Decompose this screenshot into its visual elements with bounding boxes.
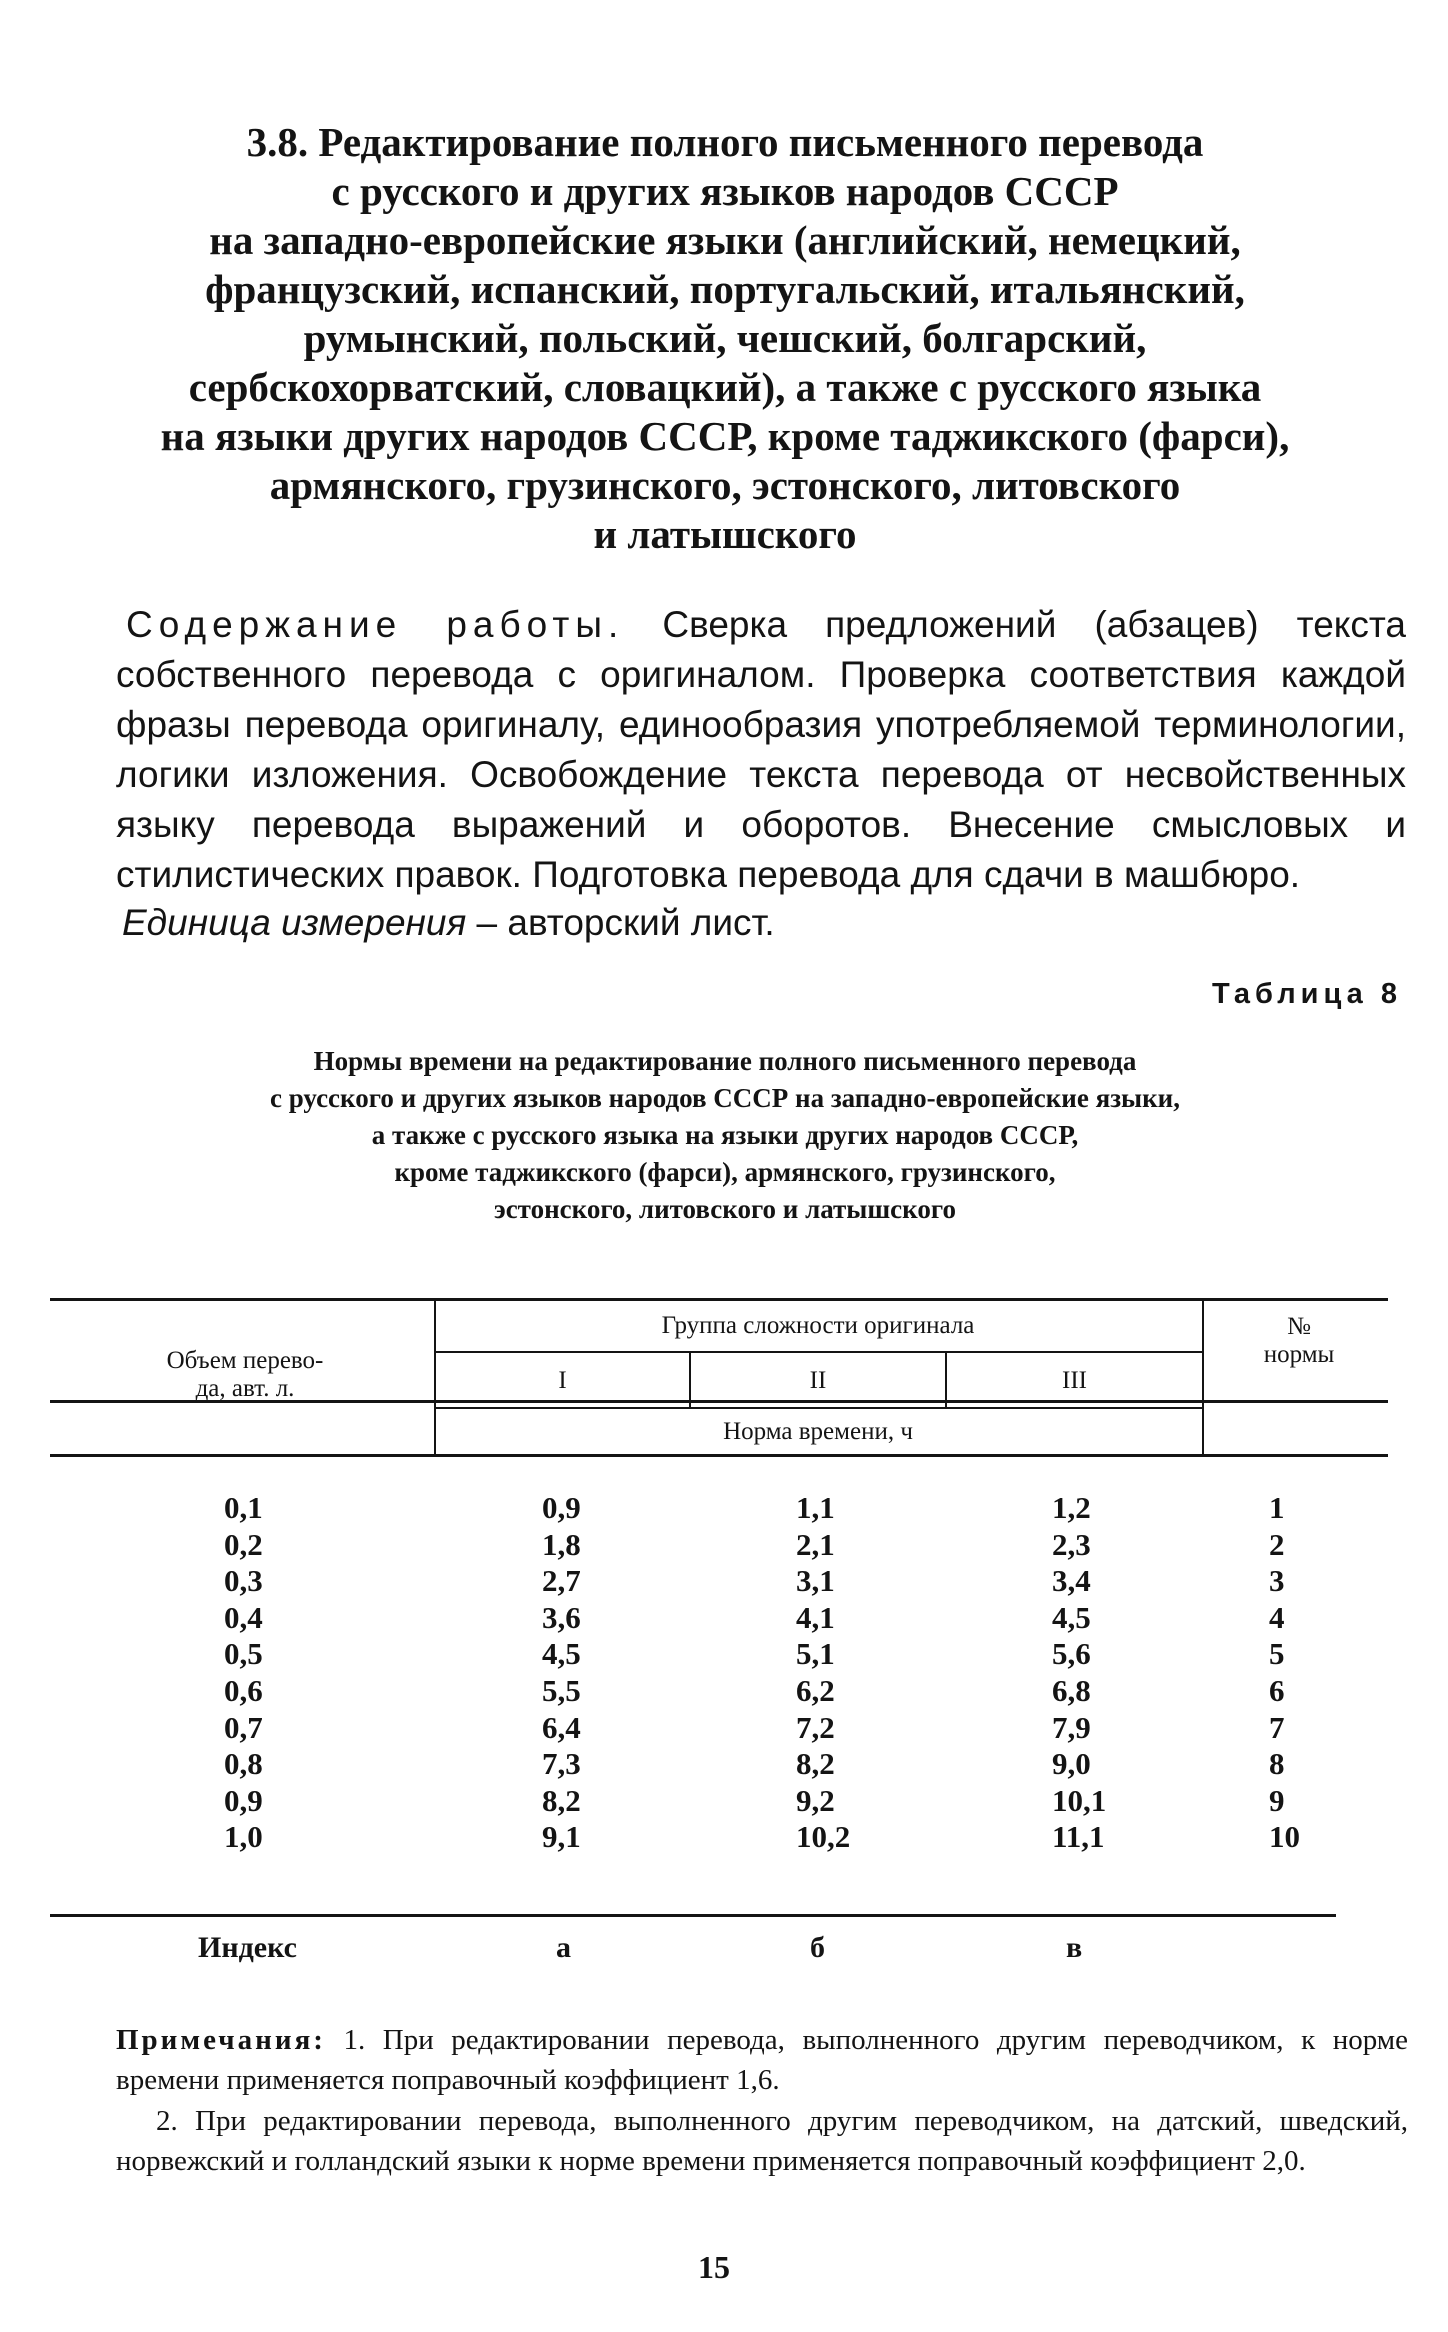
volume-header-line: да, авт. л. [195, 1375, 295, 1402]
group1-cell: 7,3 [542, 1746, 581, 1782]
unit-label: Единица измерения [122, 902, 467, 943]
number-header-line: № [1287, 1313, 1311, 1340]
table-title-line: с русского и других языков народов СССР на западно-европейские языки, [270, 1083, 1180, 1113]
group2-cell: 6,2 [796, 1672, 835, 1708]
table-top-rule [50, 1298, 1388, 1301]
group-divider-rule [434, 1351, 1202, 1353]
index-group1: а [556, 1931, 571, 1964]
heading-line: румынский, польский, чешский, болгарский, [303, 315, 1147, 361]
volume-cell: 0,3 [224, 1563, 263, 1599]
volume-cell: 0,1 [224, 1490, 263, 1525]
table-row [0, 1746, 1448, 1783]
index-label: Индекс [198, 1931, 297, 1964]
heading-line: армянского, грузинского, эстонского, литовского [269, 462, 1181, 508]
volume-cell: 0,9 [224, 1782, 263, 1818]
volume-cell: 0,7 [224, 1709, 263, 1745]
norm-number-cell: 3 [1269, 1563, 1285, 1599]
table-row [0, 1563, 1448, 1600]
note-1 [116, 2020, 1408, 2100]
notes-heading: Примечания: [116, 2024, 326, 2056]
unit-line [122, 898, 1412, 948]
page-number: 15 [698, 2249, 730, 2285]
heading-line: с русского и других языков народов СССР [331, 168, 1119, 214]
group1-cell: 5,5 [542, 1672, 581, 1708]
group2-cell: 2,1 [796, 1526, 835, 1562]
group1-cell: 8,2 [542, 1782, 581, 1818]
group2-cell: 10,2 [796, 1819, 851, 1855]
content-text: Сверка предложений (абзацев) текста собственного перевода с оригиналом. Проверка соответствия каждой фразы перевода оригиналу, единообразия употребляемой терминологии, логики изложения. Освобождение текста перевода от несвойственных языку перевода выражений и оборотов. Внесение смысловых и стилистических правок. Подготовка перевода для сдачи в машбюро. [116, 604, 1407, 895]
table-row [0, 1527, 1448, 1564]
norm-number-cell: 8 [1269, 1746, 1285, 1782]
norm-number-cell: 6 [1269, 1672, 1285, 1708]
heading-line: на языки других народов СССР, кроме таджикского (фарси), [160, 413, 1290, 459]
group-header: Группа сложности оригинала [661, 1312, 975, 1339]
table-label: Таблица 8 [1211, 978, 1402, 1010]
heading-line: 3.8. Редактирование полного письменного перевода [246, 119, 1204, 165]
heading-line: французский, испанский, португальский, итальянский, [205, 266, 1245, 312]
table-title-line: эстонского, литовского и латышского [494, 1194, 956, 1224]
group3-cell: 3,4 [1052, 1563, 1091, 1599]
group2-cell: 7,2 [796, 1709, 835, 1745]
volume-cell: 0,6 [224, 1672, 263, 1708]
table-row [0, 1783, 1448, 1820]
group3-cell: 7,9 [1052, 1709, 1091, 1745]
group1-cell: 2,7 [542, 1563, 581, 1599]
table-row [0, 1673, 1448, 1710]
table-title-line: кроме таджикского (фарси), армянского, грузинского, [394, 1157, 1056, 1187]
content-paragraph [116, 600, 1406, 900]
group1-cell: 4,5 [542, 1636, 581, 1672]
group3-cell: 2,3 [1052, 1526, 1091, 1562]
group3-cell: 9,0 [1052, 1746, 1091, 1782]
volume-cell: 0,5 [224, 1636, 263, 1672]
group1-cell: 3,6 [542, 1599, 581, 1635]
note-2: 2. При редактировании перевода, выполненного другим переводчиком, на датский, шведский, норвежский и голландский языки к норме времени применяется поправочный коэффициент 2,0. [116, 2105, 1408, 2177]
group2-cell: 8,2 [796, 1746, 835, 1782]
group3-cell: 10,1 [1052, 1782, 1107, 1818]
number-header [1210, 1313, 1388, 1369]
group1-header: I [558, 1367, 567, 1394]
group1-cell: 9,1 [542, 1819, 581, 1855]
unit-text: – авторский лист. [476, 902, 775, 943]
norm-number-cell: 1 [1269, 1490, 1285, 1525]
volume-cell: 0,2 [224, 1526, 263, 1562]
table-title [110, 1043, 1340, 1228]
volume-cell: 0,8 [224, 1746, 263, 1782]
note-1-text: 1. При редактировании перевода, выполненного другим переводчиком, к норме времени применяется поправочный коэффициент 1,6. [116, 2024, 1409, 2096]
norm-time-header: Норма времени, ч [723, 1418, 913, 1445]
group2-cell: 4,1 [796, 1599, 835, 1635]
table-row [0, 1636, 1448, 1673]
content-label: Содержание работы. [126, 604, 625, 645]
group1-cell: 6,4 [542, 1709, 581, 1745]
volume-header-line: Объем перево- [166, 1347, 324, 1374]
index-row [0, 1931, 1448, 1971]
table-row [0, 1490, 1448, 1527]
group2-cell: 5,1 [796, 1636, 835, 1672]
index-group3: в [1066, 1931, 1083, 1964]
heading-line: и латышского [593, 511, 857, 557]
table-title-line: а также с русского языка на языки других народов СССР, [371, 1120, 1079, 1150]
group1-cell: 1,8 [542, 1526, 581, 1562]
number-column-rule [1202, 1298, 1204, 1455]
table-row [0, 1710, 1448, 1747]
section-heading [150, 118, 1300, 559]
table-body [0, 1490, 1448, 1856]
header-final-rule [50, 1454, 1388, 1457]
group2-cell: 3,1 [796, 1563, 835, 1599]
norm-number-cell: 10 [1269, 1819, 1300, 1855]
heading-line: на западно-европейские языки (английский, немецкий, [209, 217, 1241, 263]
norm-divider-rule [434, 1407, 1202, 1409]
number-header-line: нормы [1263, 1341, 1335, 1368]
group2-header: II [809, 1367, 827, 1394]
group3-header: III [1062, 1367, 1087, 1394]
norm-number-cell: 9 [1269, 1782, 1285, 1818]
group3-cell: 11,1 [1052, 1819, 1105, 1855]
heading-line: сербскохорватский, словацкий), а также с русского языка [188, 364, 1262, 410]
group2-cell: 9,2 [796, 1782, 835, 1818]
table-title-line: Нормы времени на редактирование полного письменного перевода [313, 1046, 1137, 1076]
group1-cell: 0,9 [542, 1490, 581, 1525]
volume-header [120, 1347, 370, 1403]
norm-number-cell: 7 [1269, 1709, 1285, 1745]
norm-number-cell: 2 [1269, 1526, 1285, 1562]
norm-number-cell: 4 [1269, 1599, 1285, 1635]
norm-number-cell: 5 [1269, 1636, 1285, 1672]
group3-cell: 6,8 [1052, 1672, 1091, 1708]
table-row [0, 1819, 1448, 1856]
group3-cell: 1,2 [1052, 1490, 1091, 1525]
table-row [0, 1600, 1448, 1637]
volume-cell: 1,0 [224, 1819, 263, 1855]
group3-cell: 4,5 [1052, 1599, 1091, 1635]
index-group2: б [810, 1931, 825, 1964]
table-bottom-rule [50, 1914, 1336, 1917]
volume-cell: 0,4 [224, 1599, 263, 1635]
group3-cell: 5,6 [1052, 1636, 1091, 1672]
group2-cell: 1,1 [796, 1490, 835, 1525]
